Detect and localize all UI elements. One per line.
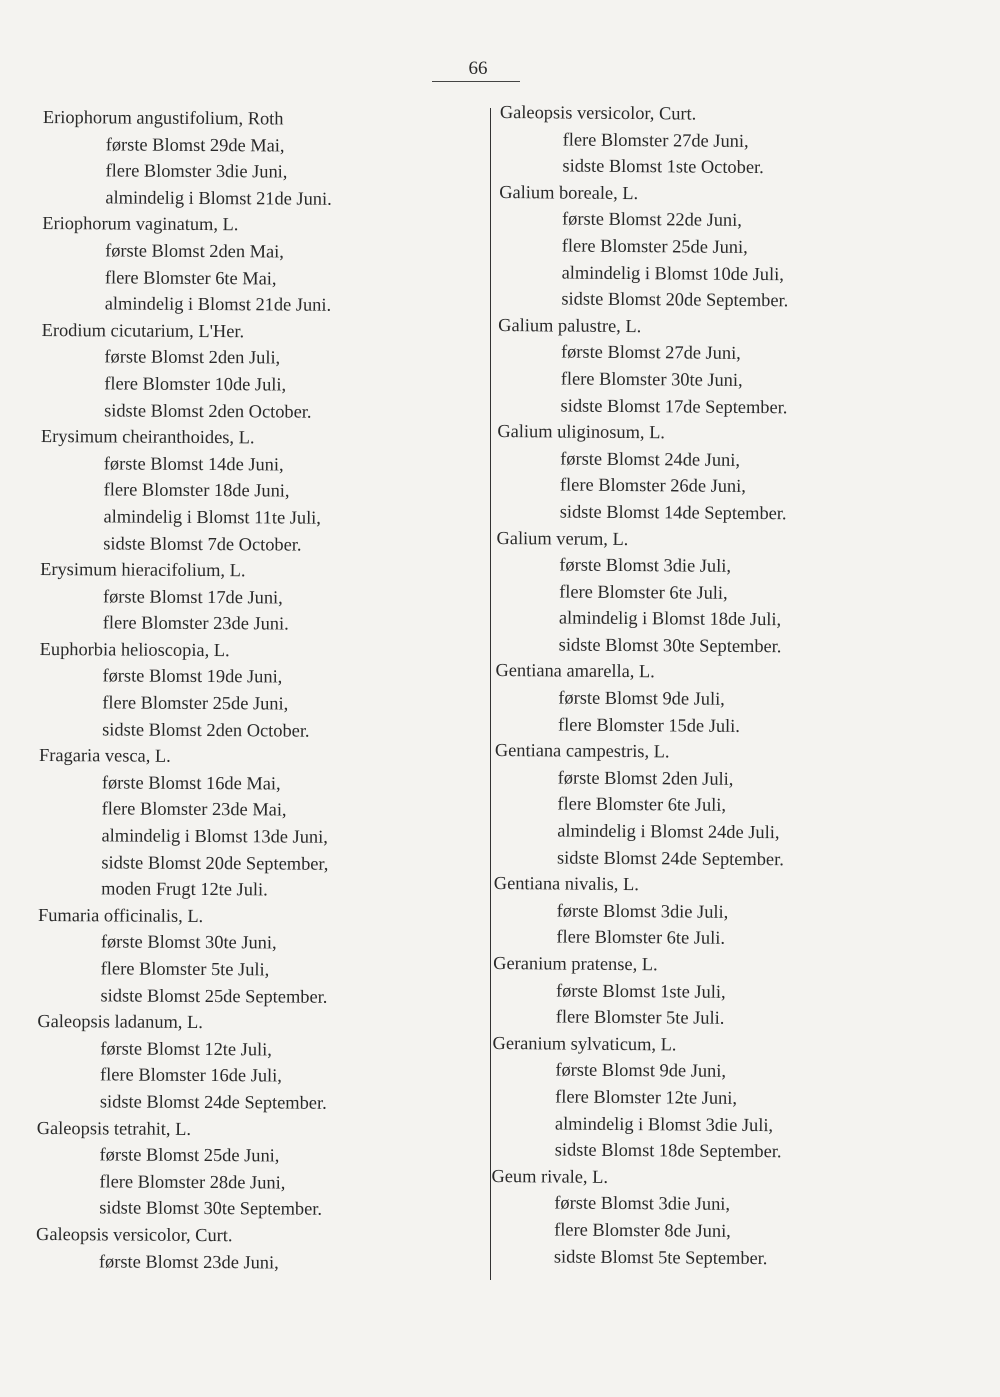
phenology-note: almindelig i Blomst 21de Juni.: [104, 293, 332, 315]
species-name: Galium uliginosum, L.: [497, 421, 666, 443]
phenology-note: første Blomst 1ste Juli,: [555, 980, 726, 1002]
species-entry: [497, 312, 958, 422]
phenology-note: flere Blomster 6te Juli,: [559, 581, 728, 603]
phenology-note: sidste Blomst 24de September.: [99, 1091, 327, 1113]
species-name: Erodium cicutarium, L'Her.: [41, 319, 245, 341]
species-name: Eriophorum vaginatum, L.: [42, 213, 239, 235]
right-column: [491, 99, 960, 1273]
phenology-note: sidste Blomst 25de September.: [100, 984, 328, 1007]
phenology-note: første Blomst 30te Juni,: [100, 931, 277, 953]
phenology-note: første Blomst 3die Juni,: [554, 1192, 731, 1215]
phenology-note: sidste Blomst 7de October.: [103, 532, 302, 555]
phenology-note: flere Blomster 10de Juli,: [104, 373, 287, 395]
phenology-note: første Blomst 29de Mai,: [105, 133, 285, 156]
phenology-note: første Blomst 19de Juni,: [102, 665, 283, 687]
species-name: Eriophorum angustifolium, Roth: [42, 106, 284, 129]
phenology-note: flere Blomster 26de Juni,: [559, 474, 746, 497]
phenology-note: sidste Blomst 14de September.: [559, 501, 787, 524]
phenology-note: flere Blomster 23de Juni.: [102, 612, 289, 634]
phenology-note: første Blomst 23de Juni,: [98, 1250, 279, 1272]
phenology-note: første Blomst 3die Juli,: [556, 900, 729, 922]
species-entry: [499, 99, 960, 182]
phenology-note: første Blomst 9de Juli,: [558, 687, 725, 709]
species-name: Galeopsis versicolor, Curt.: [36, 1223, 233, 1246]
phenology-note: sidste Blomst 30te September.: [99, 1197, 323, 1220]
phenology-note: flere Blomster 25de Juni,: [102, 692, 289, 714]
species-entry: [36, 1221, 476, 1277]
phenology-note: første Blomst 3die Juli,: [559, 554, 732, 576]
phenology-note: flere Blomster 25de Juni,: [561, 235, 748, 257]
phenology-note: første Blomst 2den Mai,: [105, 240, 284, 262]
species-name: Fragaria vesca, L.: [38, 745, 171, 767]
phenology-note: almindelig i Blomst 10de Juli,: [561, 262, 784, 284]
phenology-note: flere Blomster 6te Juli.: [556, 926, 726, 949]
species-entry: [40, 556, 480, 638]
left-column: [36, 104, 483, 1277]
phenology-note: flere Blomster 16de Juli,: [100, 1064, 282, 1086]
phenology-note: flere Blomster 28de Juni,: [99, 1171, 286, 1193]
phenology-note: første Blomst 25de Juni,: [99, 1144, 280, 1166]
species-name: Geranium sylvaticum, L.: [492, 1032, 677, 1055]
species-entry: [491, 1163, 952, 1273]
species-entry: [494, 737, 955, 874]
phenology-note: sidste Blomst 24de September.: [556, 847, 784, 869]
phenology-note: første Blomst 12te Juli,: [100, 1038, 272, 1060]
species-name: Galium verum, L.: [496, 527, 629, 549]
species-entry: [40, 423, 481, 559]
phenology-note: almindelig i Blomst 24de Juli,: [557, 820, 780, 843]
species-name: Geranium pratense, L.: [493, 952, 658, 975]
phenology-note: første Blomst 17de Juni,: [102, 586, 283, 608]
species-entry: [42, 104, 483, 213]
species-name: Gentiana campestris, L.: [494, 740, 670, 762]
phenology-note: flere Blomster 27de Juni,: [562, 129, 749, 151]
phenology-note: moden Frugt 12te Juli.: [101, 878, 268, 900]
species-entry: [498, 179, 959, 316]
species-entry: [37, 902, 478, 1011]
phenology-note: flere Blomster 8de Juni,: [554, 1219, 731, 1241]
page-number-rule: [432, 81, 520, 82]
phenology-note: sidste Blomst 17de September.: [560, 395, 788, 417]
species-entry: [38, 742, 479, 904]
phenology-note: flere Blomster 23de Mai,: [101, 798, 287, 820]
phenology-note: første Blomst 2den Juli,: [104, 346, 281, 368]
phenology-note: sidste Blomst 20de September,: [101, 851, 329, 874]
phenology-note: første Blomst 24de Juni,: [560, 448, 741, 470]
species-entry: [37, 1008, 478, 1117]
phenology-note: sidste Blomst 30te September.: [558, 634, 782, 657]
species-name: Galium boreale, L.: [499, 181, 639, 203]
species-name: Geum rivale, L.: [491, 1165, 609, 1187]
phenology-note: almindelig i Blomst 3die Juli,: [554, 1113, 774, 1135]
species-entry: [493, 870, 954, 953]
phenology-note: flere Blomster 15de Juli.: [558, 714, 740, 736]
phenology-note: flere Blomster 6te Mai,: [104, 266, 277, 288]
phenology-note: første Blomst 14de Juni,: [103, 453, 284, 475]
phenology-note: flere Blomster 30te Juni,: [560, 368, 743, 390]
phenology-note: flere Blomster 18de Juni,: [103, 479, 290, 501]
phenology-note: sidste Blomst 18de September.: [554, 1139, 782, 1162]
column-divider: [490, 108, 491, 1280]
phenology-note: flere Blomster 3die Juni,: [105, 160, 288, 182]
phenology-note: almindelig i Blomst 11te Juli,: [103, 506, 321, 528]
phenology-note: flere Blomster 5te Juli,: [100, 958, 270, 980]
phenology-note: sidste Blomst 20de September.: [561, 288, 789, 311]
species-entry: [497, 418, 958, 528]
phenology-note: flere Blomster 5te Juli.: [555, 1006, 725, 1028]
species-entry: [493, 950, 954, 1033]
phenology-note: første Blomst 27de Juni,: [560, 341, 741, 364]
phenology-note: flere Blomster 6te Juli,: [557, 793, 727, 816]
phenology-note: første Blomst 16de Mai,: [101, 772, 281, 794]
phenology-note: almindelig i Blomst 21de Juni.: [105, 187, 332, 209]
species-entry: [41, 317, 482, 426]
phenology-note: almindelig i Blomst 13de Juni,: [101, 825, 328, 847]
phenology-note: almindelig i Blomst 18de Juli,: [558, 607, 782, 630]
species-entry: [39, 636, 480, 745]
phenology-note: første Blomst 22de Juni,: [561, 208, 742, 231]
phenology-note: første Blomst 2den Juli,: [557, 767, 734, 789]
species-name: Galeopsis tetrahit, L.: [36, 1117, 192, 1139]
species-name: Galeopsis versicolor, Curt.: [499, 101, 697, 124]
phenology-note: sidste Blomst 2den October.: [102, 719, 310, 741]
species-entry: [36, 1115, 477, 1224]
species-name: Gentiana nivalis, L.: [493, 873, 639, 895]
page-number: 66: [468, 58, 488, 79]
species-name: Euphorbia helioscopia, L.: [39, 638, 230, 661]
species-name: Gentiana amarella, L.: [495, 660, 655, 682]
species-name: Fumaria officinalis, L.: [37, 904, 204, 926]
species-name: Erysimum cheiranthoides, L.: [40, 426, 255, 448]
species-name: Erysimum hieracifolium, L.: [40, 559, 246, 581]
phenology-note: sidste Blomst 5te September.: [553, 1245, 768, 1268]
species-entry: [496, 524, 957, 661]
species-name: Galium palustre, L.: [498, 314, 642, 336]
species-name: Galeopsis ladanum, L.: [37, 1011, 203, 1033]
phenology-note: sidste Blomst 1ste October.: [562, 155, 764, 178]
species-entry: [495, 657, 956, 740]
species-entry: [492, 1030, 953, 1167]
phenology-note: flere Blomster 12te Juni,: [555, 1086, 738, 1108]
phenology-note: første Blomst 9de Juni,: [555, 1059, 727, 1082]
phenology-note: sidste Blomst 2den October.: [104, 399, 312, 422]
species-entry: [42, 210, 483, 319]
